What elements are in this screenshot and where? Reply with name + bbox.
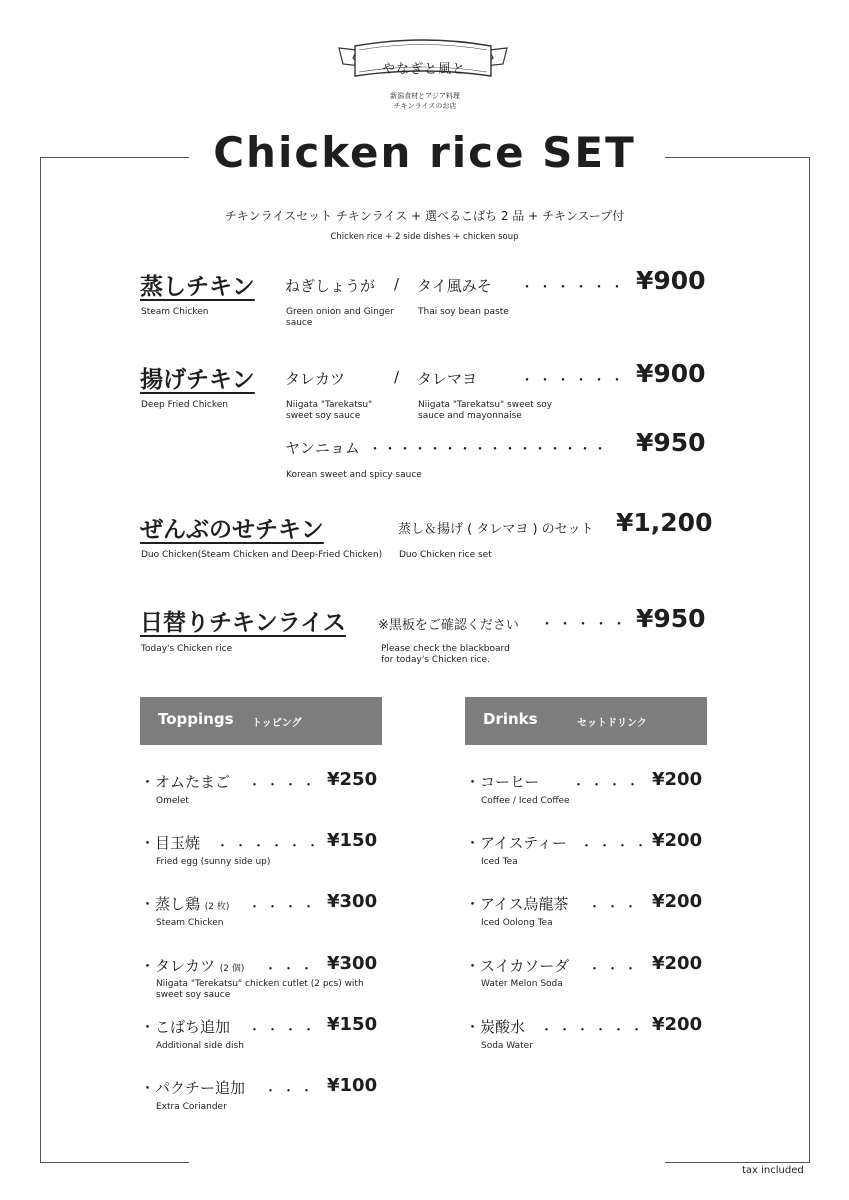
steam-option-2: タイ風みそ — [417, 277, 492, 295]
set-description-en: Chicken rice + 2 side dishes + chicken soup — [330, 232, 519, 242]
drink-dots: ・・・ — [588, 962, 643, 977]
topping-en: Extra Coriander — [156, 1102, 227, 1112]
toppings-subtitle: トッピング — [252, 718, 302, 729]
steam-chicken-en: Steam Chicken — [141, 307, 209, 317]
daily-chicken-title: 日替りチキンライス — [140, 610, 346, 636]
drink-dots: ・・・・ — [572, 778, 645, 793]
drink-item: ・コーヒー — [465, 773, 540, 791]
topping-price: ¥250 — [327, 769, 378, 790]
topping-item: ・目玉焼 — [140, 834, 201, 852]
drink-dots: ・・・・・・ — [540, 1023, 649, 1038]
toppings-title: Toppings — [158, 710, 234, 728]
fried-separator: / — [394, 368, 400, 386]
fried-price: ¥900 — [636, 359, 706, 388]
drink-price: ¥200 — [652, 891, 703, 912]
topping-item: ・こばち追加 — [140, 1018, 231, 1036]
daily-chicken-en: Today's Chicken rice — [141, 644, 233, 654]
duo-description-ja: 蒸し＆揚げ ( タレマヨ ) のセット — [398, 522, 594, 537]
fried-option-1: タレカツ — [285, 370, 346, 388]
topping-qty: (2 枚) — [204, 902, 230, 912]
topping-en: Niigata "Terekatsu" chicken cutlet (2 pcs) with sweet soy sauce — [156, 979, 364, 1000]
fried-option-1-en: Niigata "Tarekatsu" sweet soy sauce — [286, 400, 373, 421]
topping-item: ・パクチー追加 — [140, 1079, 246, 1097]
drink-item: ・炭酸水 — [465, 1018, 526, 1036]
drinks-title: Drinks — [483, 710, 538, 728]
topping-dots: ・・・・ — [248, 778, 321, 793]
daily-price: ¥950 — [636, 604, 706, 633]
duo-chicken-en: Duo Chicken(Steam Chicken and Deep-Fried Chicken) — [141, 550, 383, 560]
duo-description-en: Duo Chicken rice set — [399, 550, 492, 560]
topping-item: ・オムたまご — [140, 773, 231, 791]
drink-dots: ・・・ — [588, 900, 643, 915]
drinks-header — [465, 697, 707, 745]
steam-price: ¥900 — [636, 266, 706, 295]
fried-option-2-en: Niigata "Tarekatsu" sweet soy sauce and mayonnaise — [418, 400, 553, 421]
drink-item: ・スイカソーダ — [465, 957, 570, 975]
topping-item: ・タレカツ (2 個) — [140, 957, 245, 975]
daily-dots: ・・・・・ — [540, 617, 630, 633]
logo-name: やなぎと風と — [381, 62, 466, 77]
tax-note: tax included — [742, 1165, 804, 1176]
topping-dots: ・・・・ — [248, 900, 321, 915]
topping-dots: ・・・ — [264, 1084, 319, 1099]
toppings-header — [140, 697, 382, 745]
drink-en: Water Melon Soda — [481, 979, 563, 989]
drink-price: ¥200 — [652, 1014, 703, 1035]
drinks-subtitle: セットドリンク — [577, 718, 647, 729]
duo-price: ¥1,200 — [616, 508, 713, 537]
topping-en: Omelet — [156, 796, 189, 806]
topping-dots: ・・・・ — [248, 1023, 321, 1038]
topping-dots: ・・・ — [264, 962, 319, 977]
topping-dots: ・・・・・・ — [216, 839, 325, 854]
drink-price: ¥200 — [652, 953, 703, 974]
page-frame-right — [665, 157, 810, 1163]
drink-en: Iced Oolong Tea — [481, 918, 553, 928]
drink-dots: ・・・・ — [580, 839, 653, 854]
steam-option-1-en: Green onion and Ginger sauce — [286, 307, 394, 328]
set-description-ja: チキンライスセット チキンライス + 選べるこばち 2 品 + チキンスープ付 — [224, 209, 625, 223]
fried-option-2: タレマヨ — [417, 370, 478, 388]
drink-price: ¥200 — [652, 830, 703, 851]
steam-option-2-en: Thai soy bean paste — [418, 307, 509, 317]
page-title: Chicken rice SET — [213, 128, 636, 177]
drink-en: Soda Water — [481, 1041, 533, 1051]
topping-price: ¥100 — [327, 1075, 378, 1096]
fried-chicken-title: 揚げチキン — [140, 367, 255, 393]
drink-en: Coffee / Iced Coffee — [481, 796, 570, 806]
daily-note-ja: ※黒板をご確認ください — [378, 618, 519, 633]
drink-item: ・アイス烏龍茶 — [465, 895, 569, 913]
topping-qty: (2 個) — [219, 964, 245, 974]
topping-price: ¥300 — [327, 953, 378, 974]
topping-price: ¥300 — [327, 891, 378, 912]
topping-en: Fried egg (sunny side up) — [156, 857, 271, 867]
fried-chicken-en: Deep Fried Chicken — [141, 400, 228, 410]
logo-subtitle-1: 新潟食材とアジア料理 — [390, 92, 460, 100]
fried-option-3: ヤンニョム — [285, 439, 360, 457]
steam-chicken-title: 蒸しチキン — [140, 274, 255, 300]
steam-separator: / — [394, 275, 400, 293]
fried-option-3-dots: ・・・・・・・・・・・・・・・・ — [368, 442, 608, 458]
topping-price: ¥150 — [327, 830, 378, 851]
steam-option-1: ねぎしょうが — [285, 277, 376, 295]
duo-chicken-title: ぜんぶのせチキン — [140, 517, 324, 543]
drink-item: ・アイスティー — [465, 834, 568, 852]
steam-dots: ・・・・・・ — [520, 280, 628, 296]
logo-subtitle-2: チキンライスのお店 — [393, 102, 457, 110]
fried-option-3-en: Korean sweet and spicy sauce — [286, 470, 422, 480]
drink-en: Iced Tea — [481, 857, 518, 867]
topping-item: ・蒸し鶏 (2 枚) — [140, 895, 230, 913]
topping-en: Steam Chicken — [156, 918, 224, 928]
topping-en: Additional side dish — [156, 1041, 244, 1051]
drink-price: ¥200 — [652, 769, 703, 790]
daily-note-en: Please check the blackboard for today's Chicken rice. — [381, 644, 510, 665]
fried-dots: ・・・・・・ — [520, 373, 628, 389]
topping-price: ¥150 — [327, 1014, 378, 1035]
fried-option-3-price: ¥950 — [636, 428, 706, 457]
